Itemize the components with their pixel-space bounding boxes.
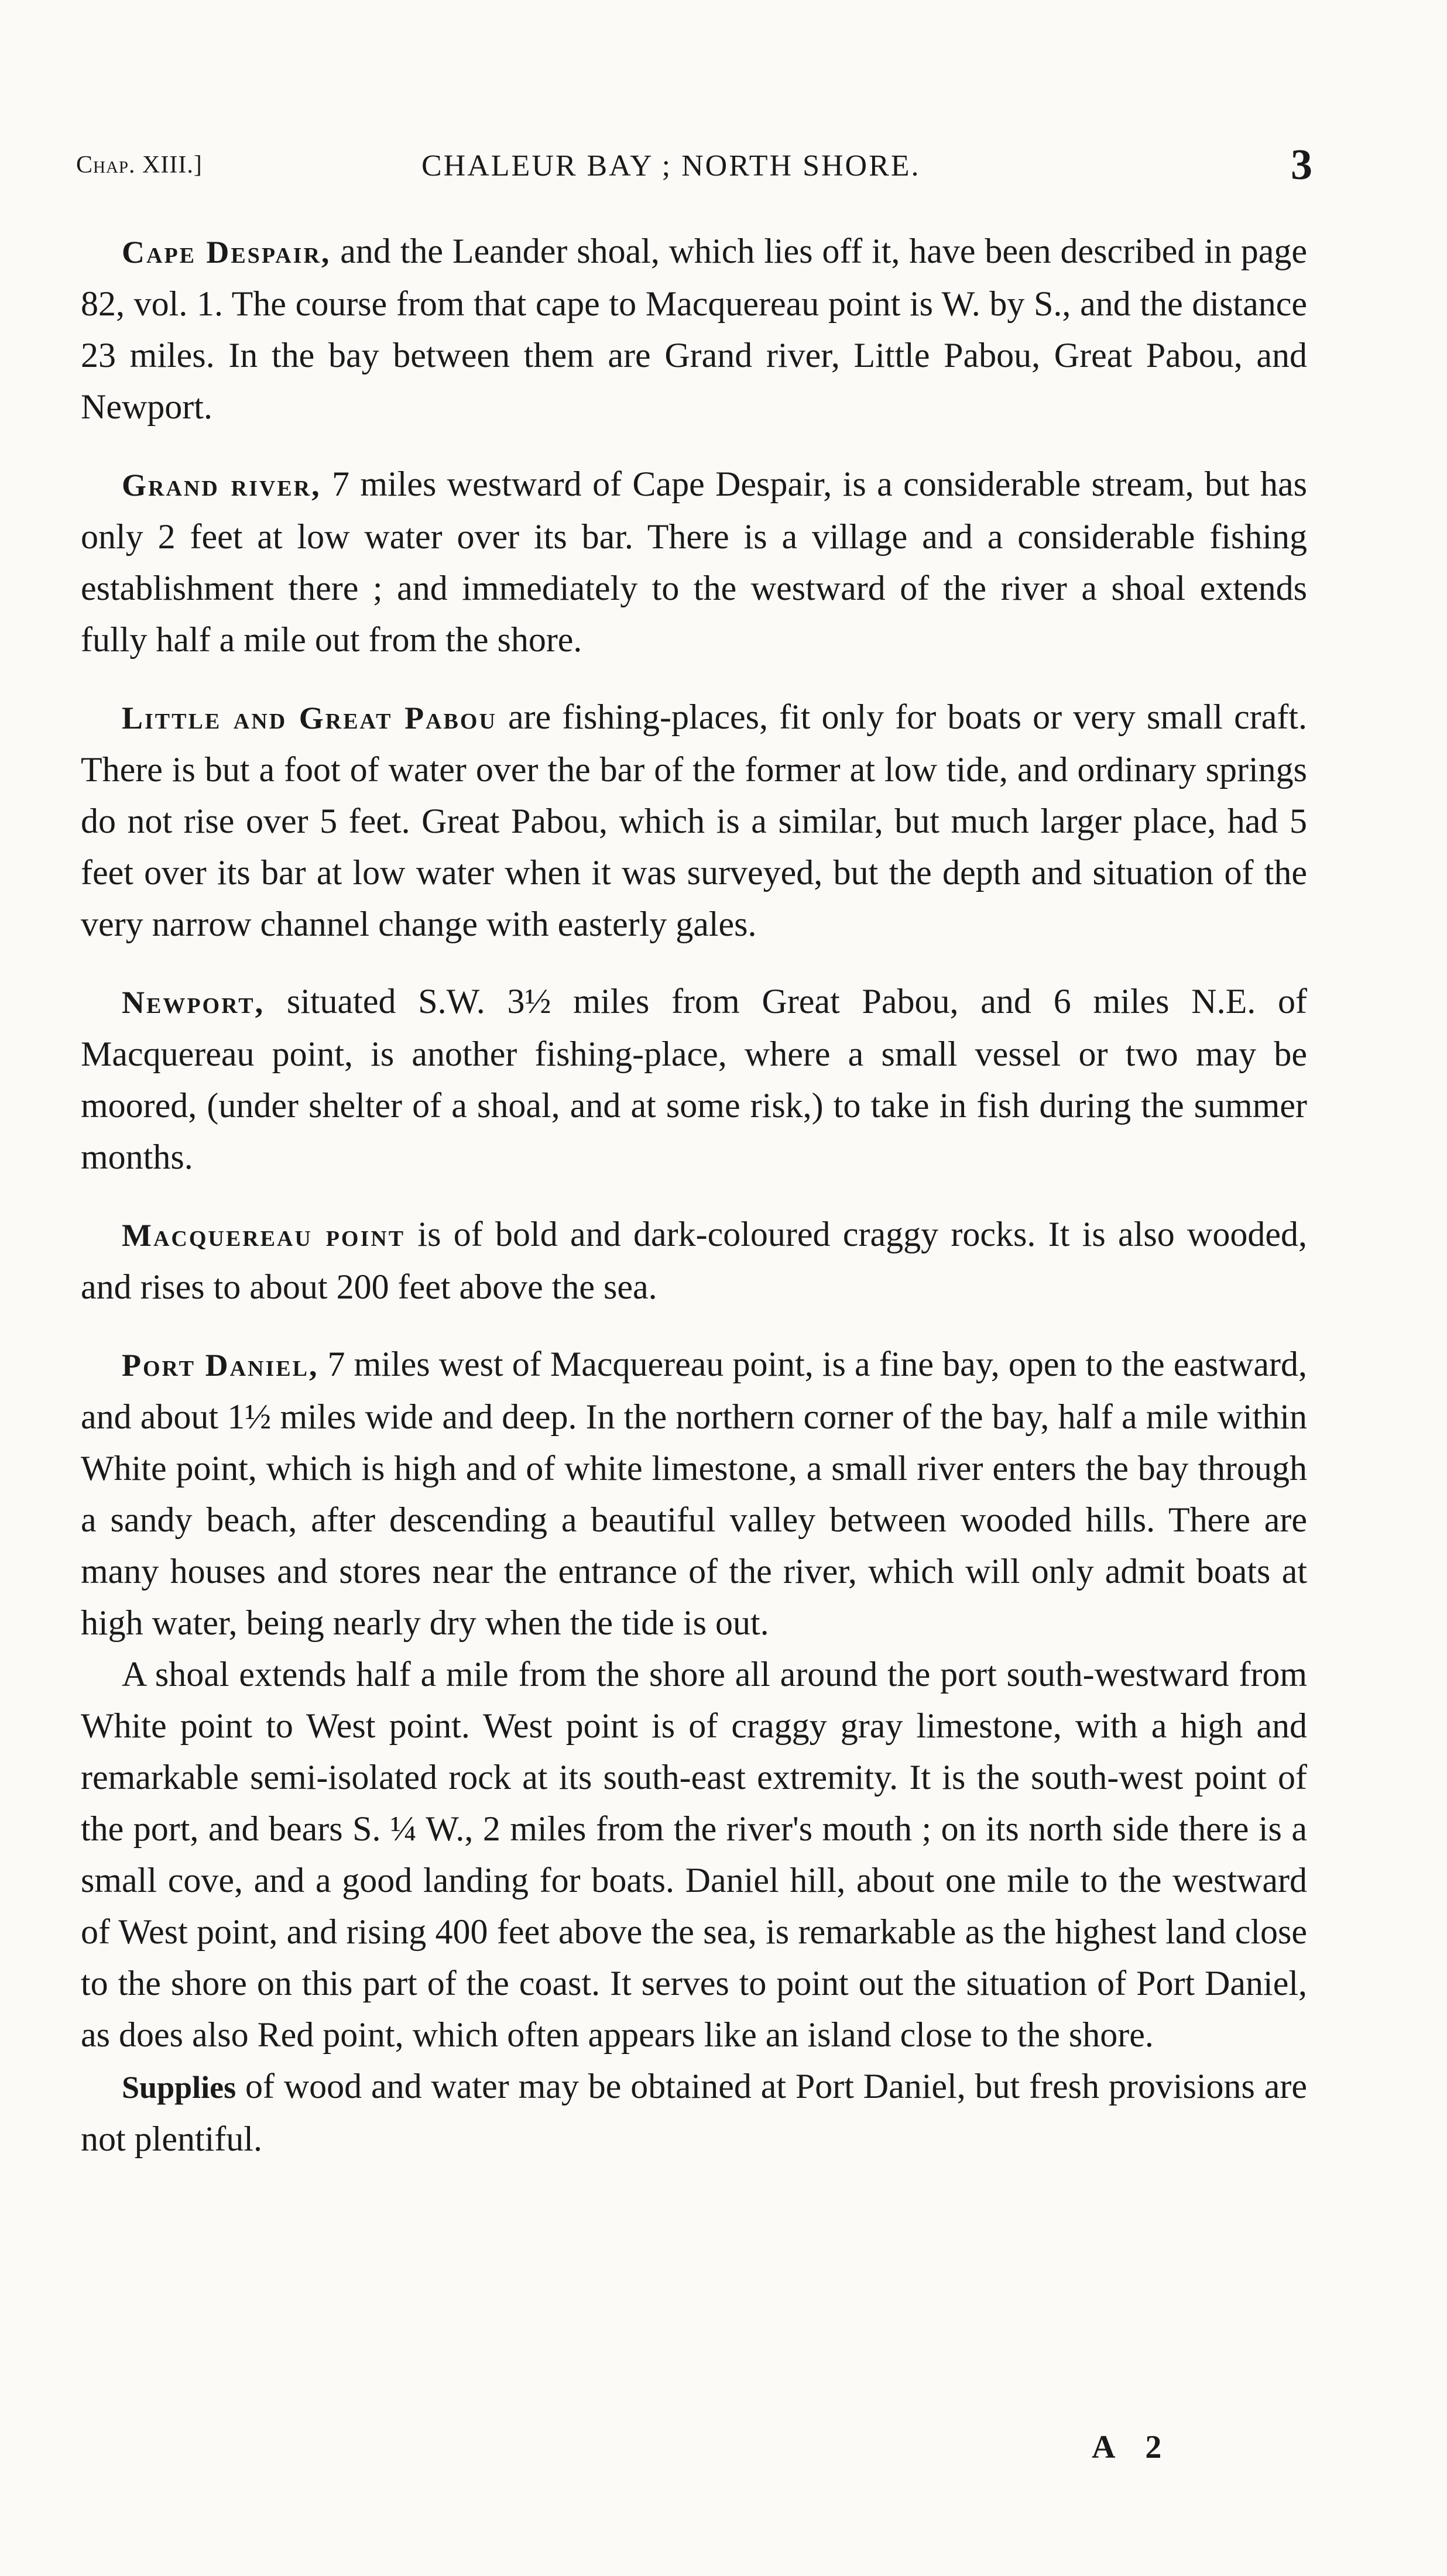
running-head	[76, 140, 1312, 193]
paragraph-lead: Macquereau point	[122, 1218, 406, 1253]
paragraph-supplies	[81, 2060, 1307, 2165]
paragraph-shoal	[81, 1648, 1307, 2060]
paragraph-body: is of bold and dark-coloured craggy rocks. It is also wooded, and rises to about 200 feet above the sea.	[81, 1215, 1308, 1306]
paragraph-lead: Little and Great Pabou	[122, 700, 497, 736]
paragraph-body: 7 miles west of Macquereau point, is a fine bay, open to the eastward, and about 1½ miles wide and deep. In the northern corner of the bay, half a mile within White point, which is high and of white limestone, a small river enters the bay through a sandy beach, after descending a beautiful valley between wooded hills. There are many houses and stores near the entrance of the river, which will only admit boats at high water, being nearly dry when the tide is out.	[81, 1345, 1308, 1642]
page-title: CHALEUR BAY ; NORTH SHORE.	[421, 149, 921, 183]
paragraph-lead: Port Daniel,	[122, 1348, 319, 1383]
paragraph-grand-river	[81, 458, 1307, 665]
chapter-label: Chap. XIII.]	[76, 152, 203, 178]
paragraph-lead: Supplies	[122, 2070, 236, 2105]
paragraph-macquereau-point	[81, 1208, 1307, 1313]
paragraph-pabou	[81, 691, 1307, 950]
paragraph-body: of wood and water may be obtained at Port Daniel, but fresh provisions are not plentiful.	[81, 2067, 1307, 2158]
paragraph-body: and the Leander shoal, which lies off it, have been described in page 82, vol. 1. The course from that cape to Macquereau point is W. by S., and the distance 23 miles. In the bay between them are Grand river, Little Pabou, Great Pabou, and Newport.	[81, 232, 1307, 426]
page-number: 3	[1291, 141, 1312, 189]
paragraph-body: are fishing-places, fit only for boats or very small craft. There is but a foot of water over the bar of the former at low tide, and ordinary springs do not rise over 5 feet. Great Pabou, which is a similar, but much larger place, had 5 feet over its bar at low water when it was surveyed, but the depth and situation of the very narrow channel change with easterly gales.	[81, 698, 1307, 943]
paragraph-newport	[81, 976, 1307, 1183]
paragraph-body: situated S.W. 3½ miles from Great Pabou, and 6 miles N.E. of Macquereau point, is another fishing-place, where a small vessel or two may be moored, (under shelter of a shoal, and at some risk,) to take in fish during the summer months.	[81, 982, 1307, 1176]
paragraph-body: A shoal extends half a mile from the shore all around the port south-westward from White point to West point. West point is of craggy gray limestone, with a high and remarkable semi-isolated rock at its south-east extremity. It is the south-west point of the port, and bears S. ¼ W., 2 miles from the river's mouth ; on its north side there is a small cove, and a good landing for boats. Daniel hill, about one mile to the westward of West point, and rising 400 feet above the sea, is remarkable as the highest land close to the shore on this part of the coast. It serves to point out the situation of Port Daniel, as does also Red point, which often appears like an island close to the shore.	[81, 1655, 1307, 2054]
paragraph-lead: Grand river,	[122, 468, 321, 503]
paragraph-lead: Cape Despair,	[122, 235, 331, 270]
paragraph-body: 7 miles westward of Cape Despair, is a considerable stream, but has only 2 feet at low water over its bar. There is a village and a considerable fishing establishment there ; and immediately to the westward of the river a shoal extends fully half a mile out from the shore.	[81, 465, 1308, 659]
signature-mark: A 2	[1092, 2429, 1174, 2465]
page-body	[81, 225, 1307, 2165]
paragraph-lead: Newport,	[122, 985, 265, 1020]
paragraph-cape-despair	[81, 225, 1307, 432]
paragraph-port-daniel	[81, 1338, 1307, 1648]
